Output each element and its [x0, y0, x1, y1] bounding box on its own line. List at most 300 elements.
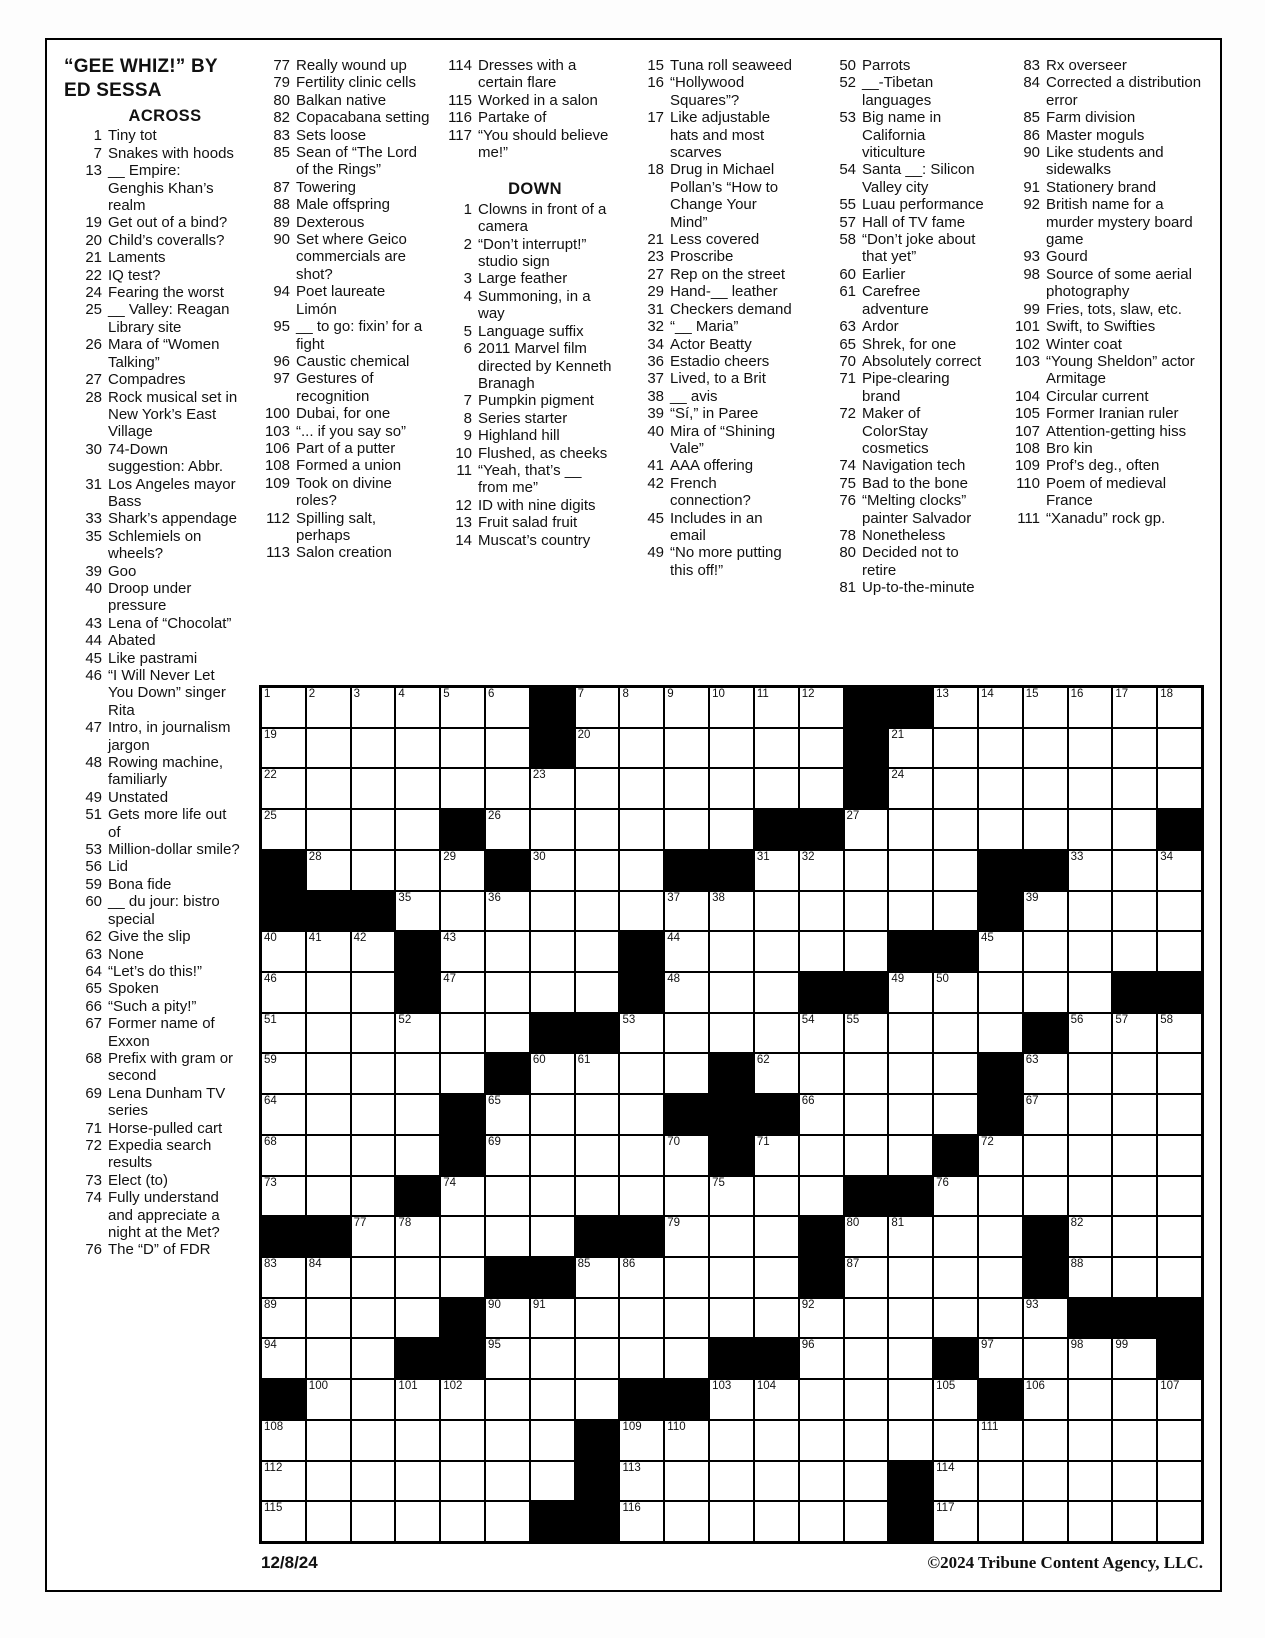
grid-cell[interactable]: [933, 1216, 978, 1257]
grid-cell[interactable]: [978, 1461, 1023, 1502]
grid-cell[interactable]: [799, 728, 844, 769]
grid-cell[interactable]: [575, 768, 620, 809]
grid-cell[interactable]: [799, 1298, 844, 1339]
grid-cell[interactable]: [485, 1176, 530, 1217]
grid-cell[interactable]: [709, 728, 754, 769]
grid-cell[interactable]: [933, 1257, 978, 1298]
grid-cell[interactable]: [530, 1135, 575, 1176]
grid-cell[interactable]: [351, 1013, 396, 1054]
grid-cell[interactable]: [709, 768, 754, 809]
grid-cell[interactable]: [575, 931, 620, 972]
grid-cell[interactable]: [1068, 891, 1113, 932]
grid-cell[interactable]: [306, 1053, 351, 1094]
grid-cell[interactable]: [351, 931, 396, 972]
grid-cell[interactable]: [664, 1257, 709, 1298]
grid-cell[interactable]: [575, 1379, 620, 1420]
grid-cell[interactable]: [799, 1176, 844, 1217]
grid-cell[interactable]: [619, 1298, 664, 1339]
grid-cell[interactable]: [799, 931, 844, 972]
grid-cell[interactable]: [440, 1379, 485, 1420]
grid-cell[interactable]: [351, 1461, 396, 1502]
grid-cell[interactable]: [395, 1379, 440, 1420]
grid-cell[interactable]: [395, 1053, 440, 1094]
grid-cell[interactable]: [844, 1338, 889, 1379]
grid-cell[interactable]: [261, 1053, 306, 1094]
grid-cell[interactable]: [1023, 1053, 1068, 1094]
grid-cell[interactable]: [1112, 1420, 1157, 1461]
grid-cell[interactable]: [575, 1094, 620, 1135]
grid-cell[interactable]: [395, 891, 440, 932]
grid-cell[interactable]: [1157, 1053, 1202, 1094]
grid-cell[interactable]: [575, 728, 620, 769]
grid-cell[interactable]: [844, 1257, 889, 1298]
grid-cell[interactable]: [754, 1176, 799, 1217]
grid-cell[interactable]: [978, 1501, 1023, 1542]
grid-cell[interactable]: [1112, 931, 1157, 972]
grid-cell[interactable]: [1068, 972, 1113, 1013]
grid-cell[interactable]: [619, 850, 664, 891]
grid-cell[interactable]: [485, 1216, 530, 1257]
grid-cell[interactable]: [306, 1176, 351, 1217]
grid-cell[interactable]: [440, 1053, 485, 1094]
grid-cell[interactable]: [261, 1013, 306, 1054]
grid-cell[interactable]: [1112, 1501, 1157, 1542]
grid-cell[interactable]: [709, 891, 754, 932]
grid-cell[interactable]: [485, 891, 530, 932]
grid-cell[interactable]: [440, 850, 485, 891]
grid-cell[interactable]: [709, 1501, 754, 1542]
grid-cell[interactable]: [306, 1257, 351, 1298]
grid-cell[interactable]: [395, 1257, 440, 1298]
grid-cell[interactable]: [395, 1461, 440, 1502]
grid-cell[interactable]: [664, 768, 709, 809]
grid-cell[interactable]: [306, 768, 351, 809]
grid-cell[interactable]: [844, 931, 889, 972]
grid-cell[interactable]: [261, 1094, 306, 1135]
grid-cell[interactable]: [619, 728, 664, 769]
grid-cell[interactable]: [485, 1094, 530, 1135]
grid-cell[interactable]: [754, 1501, 799, 1542]
grid-cell[interactable]: [351, 972, 396, 1013]
grid-cell[interactable]: [888, 850, 933, 891]
grid-cell[interactable]: [754, 1379, 799, 1420]
grid-cell[interactable]: [351, 809, 396, 850]
grid-cell[interactable]: [844, 1216, 889, 1257]
grid-cell[interactable]: [619, 809, 664, 850]
grid-cell[interactable]: [888, 1053, 933, 1094]
grid-cell[interactable]: [1023, 768, 1068, 809]
grid-cell[interactable]: [1112, 1013, 1157, 1054]
grid-cell[interactable]: [799, 1501, 844, 1542]
grid-cell[interactable]: [1068, 1135, 1113, 1176]
grid-cell[interactable]: [306, 1501, 351, 1542]
grid-cell[interactable]: [619, 1135, 664, 1176]
grid-cell[interactable]: [395, 809, 440, 850]
grid-cell[interactable]: [306, 850, 351, 891]
grid-cell[interactable]: [485, 1501, 530, 1542]
grid-cell[interactable]: [440, 891, 485, 932]
grid-cell[interactable]: [1068, 1094, 1113, 1135]
grid-cell[interactable]: [933, 809, 978, 850]
grid-cell[interactable]: [844, 809, 889, 850]
grid-cell[interactable]: [1068, 850, 1113, 891]
grid-cell[interactable]: [306, 1379, 351, 1420]
grid-cell[interactable]: [351, 768, 396, 809]
grid-cell[interactable]: [530, 850, 575, 891]
grid-cell[interactable]: [933, 687, 978, 728]
grid-cell[interactable]: [395, 1420, 440, 1461]
grid-cell[interactable]: [664, 972, 709, 1013]
grid-cell[interactable]: [664, 1501, 709, 1542]
grid-cell[interactable]: [978, 1176, 1023, 1217]
grid-cell[interactable]: [440, 1013, 485, 1054]
grid-cell[interactable]: [351, 687, 396, 728]
grid-cell[interactable]: [575, 891, 620, 932]
grid-cell[interactable]: [664, 687, 709, 728]
grid-cell[interactable]: [1157, 1501, 1202, 1542]
grid-cell[interactable]: [1023, 972, 1068, 1013]
grid-cell[interactable]: [395, 850, 440, 891]
grid-cell[interactable]: [1157, 1216, 1202, 1257]
grid-cell[interactable]: [888, 1013, 933, 1054]
grid-cell[interactable]: [306, 1013, 351, 1054]
grid-cell[interactable]: [1068, 1420, 1113, 1461]
grid-cell[interactable]: [485, 1135, 530, 1176]
grid-cell[interactable]: [933, 1298, 978, 1339]
grid-cell[interactable]: [888, 1420, 933, 1461]
grid-cell[interactable]: [1112, 1257, 1157, 1298]
grid-cell[interactable]: [1157, 1176, 1202, 1217]
grid-cell[interactable]: [485, 1338, 530, 1379]
grid-cell[interactable]: [485, 1298, 530, 1339]
grid-cell[interactable]: [754, 687, 799, 728]
grid-cell[interactable]: [575, 1053, 620, 1094]
grid-cell[interactable]: [1068, 1257, 1113, 1298]
grid-cell[interactable]: [1112, 728, 1157, 769]
grid-cell[interactable]: [1068, 1501, 1113, 1542]
grid-cell[interactable]: [664, 1338, 709, 1379]
grid-cell[interactable]: [933, 1094, 978, 1135]
grid-cell[interactable]: [799, 1094, 844, 1135]
grid-cell[interactable]: [395, 1216, 440, 1257]
grid-cell[interactable]: [754, 1013, 799, 1054]
grid-cell[interactable]: [1023, 728, 1068, 769]
grid-cell[interactable]: [799, 891, 844, 932]
grid-cell[interactable]: [530, 1379, 575, 1420]
grid-cell[interactable]: [261, 768, 306, 809]
grid-cell[interactable]: [1112, 1461, 1157, 1502]
grid-cell[interactable]: [844, 1420, 889, 1461]
grid-cell[interactable]: [1023, 809, 1068, 850]
grid-cell[interactable]: [1157, 1461, 1202, 1502]
grid-cell[interactable]: [530, 1420, 575, 1461]
grid-cell[interactable]: [888, 1135, 933, 1176]
grid-cell[interactable]: [844, 1501, 889, 1542]
grid-cell[interactable]: [1068, 728, 1113, 769]
grid-cell[interactable]: [709, 1379, 754, 1420]
grid-cell[interactable]: [844, 891, 889, 932]
grid-cell[interactable]: [1157, 850, 1202, 891]
grid-cell[interactable]: [530, 891, 575, 932]
grid-cell[interactable]: [1023, 1135, 1068, 1176]
grid-cell[interactable]: [1023, 1461, 1068, 1502]
grid-cell[interactable]: [933, 1379, 978, 1420]
grid-cell[interactable]: [485, 931, 530, 972]
grid-cell[interactable]: [1112, 1135, 1157, 1176]
grid-cell[interactable]: [1023, 1176, 1068, 1217]
grid-cell[interactable]: [1112, 1176, 1157, 1217]
grid-cell[interactable]: [619, 1420, 664, 1461]
grid-cell[interactable]: [261, 1338, 306, 1379]
grid-cell[interactable]: [1068, 1379, 1113, 1420]
grid-cell[interactable]: [844, 1298, 889, 1339]
grid-cell[interactable]: [754, 850, 799, 891]
grid-cell[interactable]: [306, 1094, 351, 1135]
grid-cell[interactable]: [1157, 687, 1202, 728]
grid-cell[interactable]: [1112, 809, 1157, 850]
grid-cell[interactable]: [664, 1053, 709, 1094]
grid-cell[interactable]: [1112, 1216, 1157, 1257]
grid-cell[interactable]: [933, 1013, 978, 1054]
grid-cell[interactable]: [1023, 1094, 1068, 1135]
grid-cell[interactable]: [1068, 1176, 1113, 1217]
grid-cell[interactable]: [261, 1461, 306, 1502]
grid-cell[interactable]: [1112, 850, 1157, 891]
grid-cell[interactable]: [440, 1501, 485, 1542]
grid-cell[interactable]: [485, 809, 530, 850]
grid-cell[interactable]: [978, 1257, 1023, 1298]
grid-cell[interactable]: [754, 931, 799, 972]
grid-cell[interactable]: [754, 891, 799, 932]
grid-cell[interactable]: [619, 1094, 664, 1135]
grid-cell[interactable]: [1068, 1338, 1113, 1379]
grid-cell[interactable]: [754, 1420, 799, 1461]
grid-cell[interactable]: [440, 1461, 485, 1502]
grid-cell[interactable]: [933, 728, 978, 769]
grid-cell[interactable]: [933, 891, 978, 932]
grid-cell[interactable]: [351, 1298, 396, 1339]
grid-cell[interactable]: [530, 931, 575, 972]
grid-cell[interactable]: [709, 972, 754, 1013]
grid-cell[interactable]: [395, 1135, 440, 1176]
grid-cell[interactable]: [306, 728, 351, 769]
grid-cell[interactable]: [978, 687, 1023, 728]
grid-cell[interactable]: [978, 972, 1023, 1013]
grid-cell[interactable]: [888, 1216, 933, 1257]
grid-cell[interactable]: [1157, 768, 1202, 809]
grid-cell[interactable]: [575, 972, 620, 1013]
grid-cell[interactable]: [1023, 1338, 1068, 1379]
grid-cell[interactable]: [1157, 1013, 1202, 1054]
grid-cell[interactable]: [844, 1135, 889, 1176]
grid-cell[interactable]: [888, 728, 933, 769]
grid-cell[interactable]: [1068, 809, 1113, 850]
grid-cell[interactable]: [575, 1257, 620, 1298]
grid-cell[interactable]: [709, 931, 754, 972]
grid-cell[interactable]: [1112, 1053, 1157, 1094]
grid-cell[interactable]: [1068, 687, 1113, 728]
grid-cell[interactable]: [978, 1135, 1023, 1176]
grid-cell[interactable]: [261, 687, 306, 728]
grid-cell[interactable]: [709, 1013, 754, 1054]
grid-cell[interactable]: [888, 1338, 933, 1379]
grid-cell[interactable]: [619, 1338, 664, 1379]
grid-cell[interactable]: [799, 687, 844, 728]
grid-cell[interactable]: [619, 1257, 664, 1298]
grid-cell[interactable]: [485, 687, 530, 728]
grid-cell[interactable]: [440, 687, 485, 728]
grid-cell[interactable]: [619, 768, 664, 809]
grid-cell[interactable]: [1023, 931, 1068, 972]
grid-cell[interactable]: [754, 768, 799, 809]
grid-cell[interactable]: [754, 1135, 799, 1176]
grid-cell[interactable]: [1112, 891, 1157, 932]
grid-cell[interactable]: [619, 1053, 664, 1094]
grid-cell[interactable]: [799, 1379, 844, 1420]
grid-cell[interactable]: [440, 1176, 485, 1217]
grid-cell[interactable]: [530, 1461, 575, 1502]
grid-cell[interactable]: [530, 972, 575, 1013]
grid-cell[interactable]: [1157, 1379, 1202, 1420]
grid-cell[interactable]: [754, 1298, 799, 1339]
grid-cell[interactable]: [530, 1094, 575, 1135]
grid-cell[interactable]: [1023, 1298, 1068, 1339]
grid-cell[interactable]: [306, 687, 351, 728]
grid-cell[interactable]: [664, 1420, 709, 1461]
grid-cell[interactable]: [440, 1257, 485, 1298]
grid-cell[interactable]: [978, 1216, 1023, 1257]
grid-cell[interactable]: [799, 1013, 844, 1054]
grid-cell[interactable]: [351, 1338, 396, 1379]
grid-cell[interactable]: [933, 1501, 978, 1542]
grid-cell[interactable]: [440, 1420, 485, 1461]
grid-cell[interactable]: [978, 1420, 1023, 1461]
grid-cell[interactable]: [619, 891, 664, 932]
grid-cell[interactable]: [933, 1176, 978, 1217]
grid-cell[interactable]: [351, 1420, 396, 1461]
grid-cell[interactable]: [1112, 687, 1157, 728]
grid-cell[interactable]: [306, 972, 351, 1013]
grid-cell[interactable]: [1157, 1135, 1202, 1176]
grid-cell[interactable]: [261, 931, 306, 972]
grid-cell[interactable]: [306, 1135, 351, 1176]
grid-cell[interactable]: [485, 728, 530, 769]
grid-cell[interactable]: [1023, 1420, 1068, 1461]
grid-cell[interactable]: [395, 687, 440, 728]
grid-cell[interactable]: [395, 1501, 440, 1542]
grid-cell[interactable]: [709, 1420, 754, 1461]
grid-cell[interactable]: [261, 1420, 306, 1461]
grid-cell[interactable]: [351, 1216, 396, 1257]
grid-cell[interactable]: [485, 768, 530, 809]
grid-cell[interactable]: [619, 1461, 664, 1502]
grid-cell[interactable]: [888, 809, 933, 850]
grid-cell[interactable]: [261, 1176, 306, 1217]
grid-cell[interactable]: [395, 1013, 440, 1054]
grid-cell[interactable]: [844, 1461, 889, 1502]
grid-cell[interactable]: [440, 972, 485, 1013]
grid-cell[interactable]: [1157, 728, 1202, 769]
grid-cell[interactable]: [978, 1298, 1023, 1339]
grid-cell[interactable]: [1023, 1501, 1068, 1542]
grid-cell[interactable]: [664, 728, 709, 769]
grid-cell[interactable]: [799, 1338, 844, 1379]
grid-cell[interactable]: [664, 1176, 709, 1217]
grid-cell[interactable]: [933, 850, 978, 891]
grid-cell[interactable]: [1157, 1420, 1202, 1461]
grid-cell[interactable]: [1157, 891, 1202, 932]
grid-cell[interactable]: [440, 768, 485, 809]
grid-cell[interactable]: [933, 1420, 978, 1461]
grid-cell[interactable]: [575, 1298, 620, 1339]
grid-cell[interactable]: [306, 931, 351, 972]
grid-cell[interactable]: [799, 1135, 844, 1176]
grid-cell[interactable]: [395, 1298, 440, 1339]
grid-cell[interactable]: [575, 850, 620, 891]
grid-cell[interactable]: [709, 1216, 754, 1257]
grid-cell[interactable]: [351, 1135, 396, 1176]
grid-cell[interactable]: [799, 850, 844, 891]
grid-cell[interactable]: [933, 768, 978, 809]
grid-cell[interactable]: [664, 1298, 709, 1339]
grid-cell[interactable]: [1112, 768, 1157, 809]
grid-cell[interactable]: [306, 1298, 351, 1339]
grid-cell[interactable]: [888, 891, 933, 932]
grid-cell[interactable]: [844, 1053, 889, 1094]
grid-cell[interactable]: [978, 728, 1023, 769]
grid-cell[interactable]: [619, 1501, 664, 1542]
grid-cell[interactable]: [978, 1013, 1023, 1054]
grid-cell[interactable]: [664, 1461, 709, 1502]
grid-cell[interactable]: [844, 1379, 889, 1420]
grid-cell[interactable]: [306, 1461, 351, 1502]
grid-cell[interactable]: [888, 1257, 933, 1298]
grid-cell[interactable]: [395, 768, 440, 809]
grid-cell[interactable]: [306, 1338, 351, 1379]
grid-cell[interactable]: [754, 1216, 799, 1257]
grid-cell[interactable]: [261, 809, 306, 850]
grid-cell[interactable]: [709, 1461, 754, 1502]
grid-cell[interactable]: [261, 1501, 306, 1542]
grid-cell[interactable]: [754, 1257, 799, 1298]
grid-cell[interactable]: [978, 768, 1023, 809]
grid-cell[interactable]: [1157, 1257, 1202, 1298]
grid-cell[interactable]: [351, 1094, 396, 1135]
grid-cell[interactable]: [664, 931, 709, 972]
grid-cell[interactable]: [261, 1135, 306, 1176]
grid-cell[interactable]: [709, 809, 754, 850]
grid-cell[interactable]: [664, 1135, 709, 1176]
grid-cell[interactable]: [261, 728, 306, 769]
grid-cell[interactable]: [530, 768, 575, 809]
grid-cell[interactable]: [709, 1257, 754, 1298]
grid-cell[interactable]: [485, 972, 530, 1013]
grid-cell[interactable]: [1023, 891, 1068, 932]
grid-cell[interactable]: [351, 1501, 396, 1542]
grid-cell[interactable]: [844, 1094, 889, 1135]
grid-cell[interactable]: [664, 1013, 709, 1054]
grid-cell[interactable]: [530, 1053, 575, 1094]
grid-cell[interactable]: [1023, 1379, 1068, 1420]
grid-cell[interactable]: [664, 891, 709, 932]
grid-cell[interactable]: [709, 1298, 754, 1339]
grid-cell[interactable]: [575, 1338, 620, 1379]
grid-cell[interactable]: [844, 850, 889, 891]
grid-cell[interactable]: [664, 1216, 709, 1257]
grid-cell[interactable]: [575, 687, 620, 728]
grid-cell[interactable]: [754, 1053, 799, 1094]
grid-cell[interactable]: [485, 1461, 530, 1502]
